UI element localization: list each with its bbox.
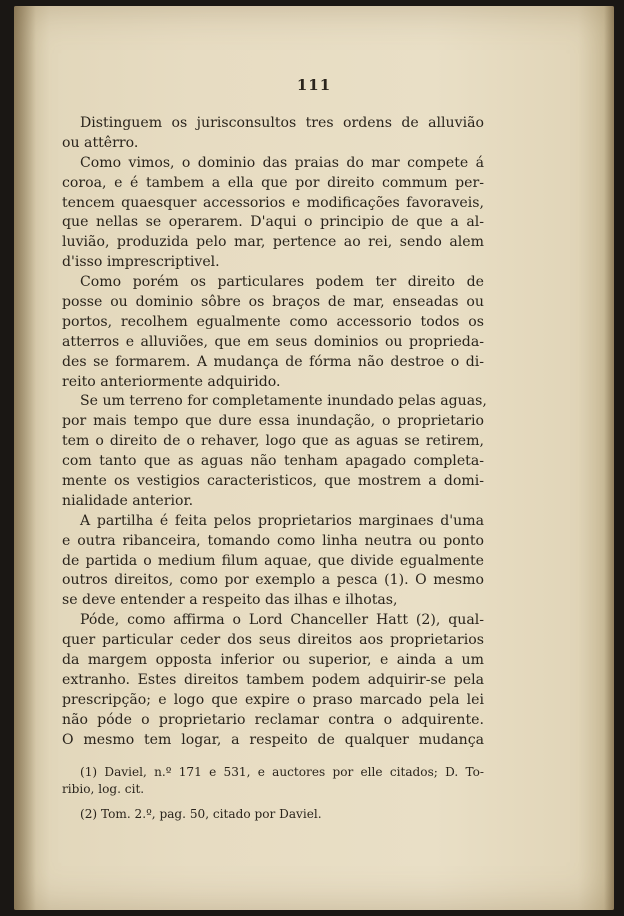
text-line: não póde o proprietario reclamar contra o adquirente.: [62, 711, 484, 728]
footnote-line: (1) Daviel, n.º 171 e 531, e auctores por elle citados; D. To-: [80, 765, 484, 779]
body-text: [62, 114, 487, 751]
text-line: Como porém os particulares podem ter direito de: [80, 274, 484, 291]
text-line: tencem quaesquer accessorios e modificações favoraveis,: [62, 194, 484, 211]
text-line: d'isso imprescriptivel.: [62, 254, 220, 271]
text-line: coroa, e é tambem a ella que por direito commum per-: [62, 174, 484, 191]
text-line: se deve entender a respeito das ilhas e ilhotas,: [62, 592, 398, 609]
text-line: mente os vestigios caracteristicos, que mostrem a domi-: [62, 473, 484, 490]
text-line: des se formarem. A mudança de fórma não destroe o di-: [62, 353, 484, 370]
text-line: quer particular ceder dos seus direitos aos proprietarios: [62, 632, 484, 649]
text-line: posse ou dominio sôbre os braços de mar, enseadas ou: [62, 294, 484, 311]
text-line: luvião, produzida pelo mar, pertence ao rei, sendo alem: [62, 234, 484, 251]
text-line: e outra ribanceira, tomando como linha neutra ou ponto: [62, 532, 484, 549]
book-page: [14, 6, 614, 910]
text-line: tem o direito de o rehaver, logo que as aguas se retirem,: [62, 433, 484, 450]
text-line: de partida o medium filum aquae, que divide egualmente: [62, 552, 484, 569]
text-line: outros direitos, como por exemplo a pesca (1). O mesmo: [62, 572, 484, 589]
text-line: ou attêrro.: [62, 134, 139, 151]
text-line: A partilha é feita pelos proprietarios marginaes d'uma: [80, 512, 484, 529]
text-line: Como vimos, o dominio das praias do mar compete á: [80, 154, 484, 171]
text-line: da margem opposta inferior ou superior, e ainda a um: [62, 652, 484, 669]
text-line: atterros e alluviões, que em seus dominios ou proprieda-: [62, 333, 484, 350]
text-line: nialidade anterior.: [62, 492, 194, 509]
footnote-line: ribio, log. cit.: [62, 782, 145, 796]
footnotes: [62, 764, 484, 823]
text-line: Se um terreno for completamente inundado pelas aguas,: [80, 393, 487, 410]
text-line: Póde, como affirma o Lord Chanceller Hatt (2), qual-: [80, 612, 484, 629]
text-line: com tanto que as aguas não tenham apagado completa-: [62, 453, 484, 470]
footnote-line: (2) Tom. 2.º, pag. 50, citado por Daviel.: [80, 807, 322, 821]
text-line: O mesmo tem logar, a respeito de qualquer mudança: [62, 731, 484, 748]
footnote-gap: [62, 798, 484, 806]
text-line: prescripção; e logo que expire o praso marcado pela lei: [62, 691, 484, 708]
page-number: 111: [296, 76, 332, 94]
text-line: portos, recolhem egualmente como accessorio todos os: [62, 313, 484, 330]
text-line: Distinguem os jurisconsultos tres ordens de alluvião: [80, 115, 484, 131]
page-edge: [604, 6, 614, 910]
text-line: por mais tempo que dure essa inundação, o proprietario: [62, 413, 484, 430]
text-line: que nellas se operarem. D'aqui o principio de que a al-: [62, 214, 484, 231]
gutter-shadow: [14, 6, 36, 910]
text-line: extranho. Estes direitos tambem podem adquirir-se pela: [62, 671, 484, 688]
text-line: reito anteriormente adquirido.: [62, 373, 281, 390]
